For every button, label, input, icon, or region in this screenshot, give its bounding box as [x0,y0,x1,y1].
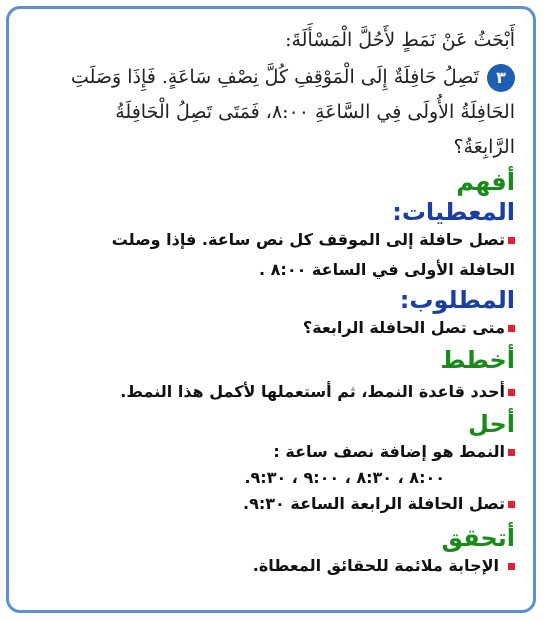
solve-line-3 [27,491,515,517]
bullet-icon [508,237,515,244]
required-text: متى تصل الحافلة الرابعة؟ [302,318,505,337]
bullet-icon [508,449,515,456]
required-line [27,315,515,341]
givens-heading: المعطيات: [392,198,515,226]
givens-text-1: تصل حافلة إلى الموقف كل نص ساعة. فإذا وصلت [111,230,505,249]
question-line-2: الحَافِلَةُ الأُولَى فِي السَّاعَةِ ٨:٠٠، فَمَتَى تَصِلُ الْحَافِلَةُ [115,101,515,123]
question-text-1: تَصِلُ حَافِلَةٌ إِلَى الْمَوْقِفِ كُلَّ نِصْفِ سَاعَةٍ. فَإِذَا وَصَلَتِ [70,66,479,88]
bullet-icon [508,563,515,570]
bullet-icon [508,501,515,508]
givens-line-2: الحافلة الأولى في الساعة ٨:٠٠ . [259,260,515,279]
solve-text-1: النمط هو إضافة نصف ساعة : [273,442,505,461]
bullet-icon [508,389,515,396]
plan-text: أحدد قاعدة النمط، ثم أستعملها لأكمل هذا النمط. [120,382,505,401]
solve-line-1 [27,439,515,465]
question-line-1 [27,60,515,95]
check-text: الإجابة ملائمة للحقائق المعطاة. [252,556,499,575]
solve-text-3: تصل الحافلة الرابعة الساعة ٩:٣٠. [243,494,505,513]
required-heading: المطلوب: [399,286,515,314]
solve-heading: أحل [468,410,515,438]
understand-heading: أفهم [456,168,515,196]
plan-heading: أخطط [440,346,515,374]
intro-line: أَبْحَثُ عَنْ نَمَطٍ لأَحُلَّ الْمَسْأَلَةَ: [285,29,515,51]
question-number-badge: ٣ [487,64,515,92]
bullet-icon [508,325,515,332]
check-line [27,553,515,579]
plan-line [27,379,515,405]
problem-card [6,6,536,613]
check-heading: أتحقق [441,524,515,552]
card-content [27,19,515,579]
givens-line-1 [27,227,515,253]
solve-line-2: ٨:٠٠ ، ٨:٣٠ ، ٩:٠٠ ، ٩:٣٠. [244,468,445,487]
question-line-3: الرَّابِعَةُ؟ [453,136,515,158]
